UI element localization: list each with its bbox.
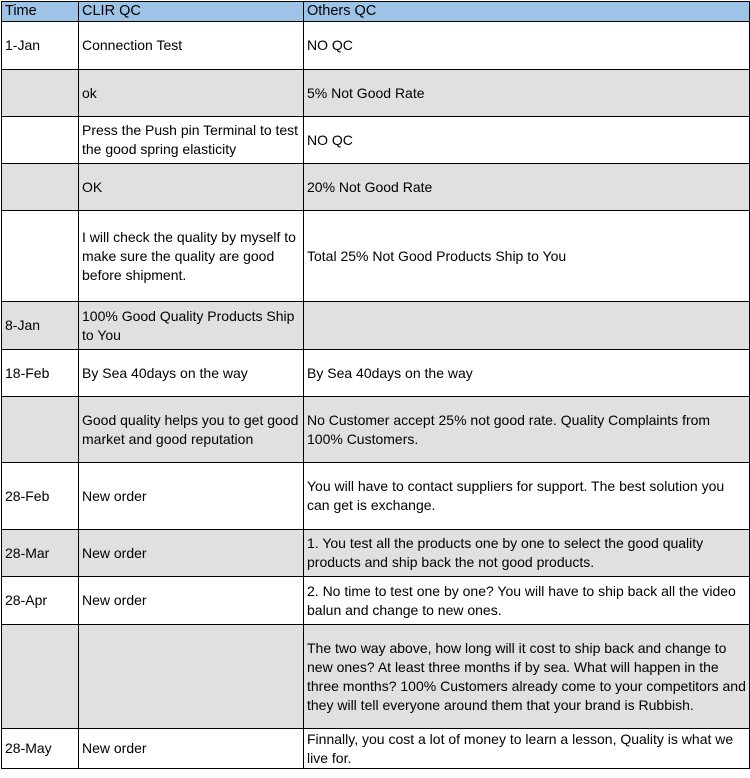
cell-others: Total 25% Not Good Products Ship to You bbox=[304, 211, 750, 302]
cell-time: 28-Feb bbox=[2, 463, 79, 530]
cell-others: 1. You test all the products one by one to select the good quality products and ship back the not good products. bbox=[304, 530, 750, 577]
cell-others: 2. No time to test one by one? You will have to ship back all the video balun and change to new ones. bbox=[304, 577, 750, 625]
cell-time bbox=[2, 397, 79, 463]
header-clir-qc: CLIR QC bbox=[79, 2, 304, 22]
table-row bbox=[2, 211, 750, 302]
cell-others: NO QC bbox=[304, 117, 750, 164]
table-row bbox=[2, 350, 750, 397]
cell-time: 1-Jan bbox=[2, 22, 79, 70]
cell-clir: 100% Good Quality Products Ship to You bbox=[79, 302, 304, 350]
table-row bbox=[2, 70, 750, 117]
cell-clir: New order bbox=[79, 463, 304, 530]
table-row bbox=[2, 164, 750, 211]
cell-others: 20% Not Good Rate bbox=[304, 164, 750, 211]
table-row bbox=[2, 117, 750, 164]
cell-time bbox=[2, 625, 79, 729]
cell-time bbox=[2, 164, 79, 211]
cell-others: The two way above, how long will it cost to ship back and change to new ones? At least three months if by sea. What will happen in the three months? 100% Customers already come to your competitors and they will tell everyone around them that your brand is Rubbish. bbox=[304, 625, 750, 729]
cell-clir: OK bbox=[79, 164, 304, 211]
cell-others bbox=[304, 302, 750, 350]
cell-clir: New order bbox=[79, 577, 304, 625]
cell-others: NO QC bbox=[304, 22, 750, 70]
cell-time bbox=[2, 117, 79, 164]
cell-others: By Sea 40days on the way bbox=[304, 350, 750, 397]
cell-time bbox=[2, 211, 79, 302]
cell-clir: Connection Test bbox=[79, 22, 304, 70]
qc-comparison-table bbox=[1, 1, 750, 769]
header-others-qc: Others QC bbox=[304, 2, 750, 22]
cell-time: 28-May bbox=[2, 729, 79, 769]
cell-clir: New order bbox=[79, 530, 304, 577]
cell-clir bbox=[79, 625, 304, 729]
cell-clir: I will check the quality by myself to make sure the quality are good before shipment. bbox=[79, 211, 304, 302]
cell-clir: Press the Push pin Terminal to test the good spring elasticity bbox=[79, 117, 304, 164]
header-row bbox=[2, 2, 750, 22]
cell-clir: Good quality helps you to get good market and good reputation bbox=[79, 397, 304, 463]
cell-others: Finnally, you cost a lot of money to learn a lesson, Quality is what we live for. bbox=[304, 729, 750, 769]
table-row bbox=[2, 22, 750, 70]
cell-others: No Customer accept 25% not good rate. Quality Complaints from 100% Customers. bbox=[304, 397, 750, 463]
cell-time bbox=[2, 70, 79, 117]
table-row bbox=[2, 530, 750, 577]
header-time: Time bbox=[2, 2, 79, 22]
table-row bbox=[2, 577, 750, 625]
table-row bbox=[2, 729, 750, 769]
cell-others: You will have to contact suppliers for support. The best solution you can get is exchange. bbox=[304, 463, 750, 530]
table-row bbox=[2, 397, 750, 463]
table-row bbox=[2, 625, 750, 729]
cell-time: 8-Jan bbox=[2, 302, 79, 350]
cell-others: 5% Not Good Rate bbox=[304, 70, 750, 117]
table-row bbox=[2, 302, 750, 350]
table-row bbox=[2, 463, 750, 530]
cell-clir: New order bbox=[79, 729, 304, 769]
cell-clir: By Sea 40days on the way bbox=[79, 350, 304, 397]
cell-time: 28-Apr bbox=[2, 577, 79, 625]
cell-time: 28-Mar bbox=[2, 530, 79, 577]
cell-time: 18-Feb bbox=[2, 350, 79, 397]
cell-clir: ok bbox=[79, 70, 304, 117]
